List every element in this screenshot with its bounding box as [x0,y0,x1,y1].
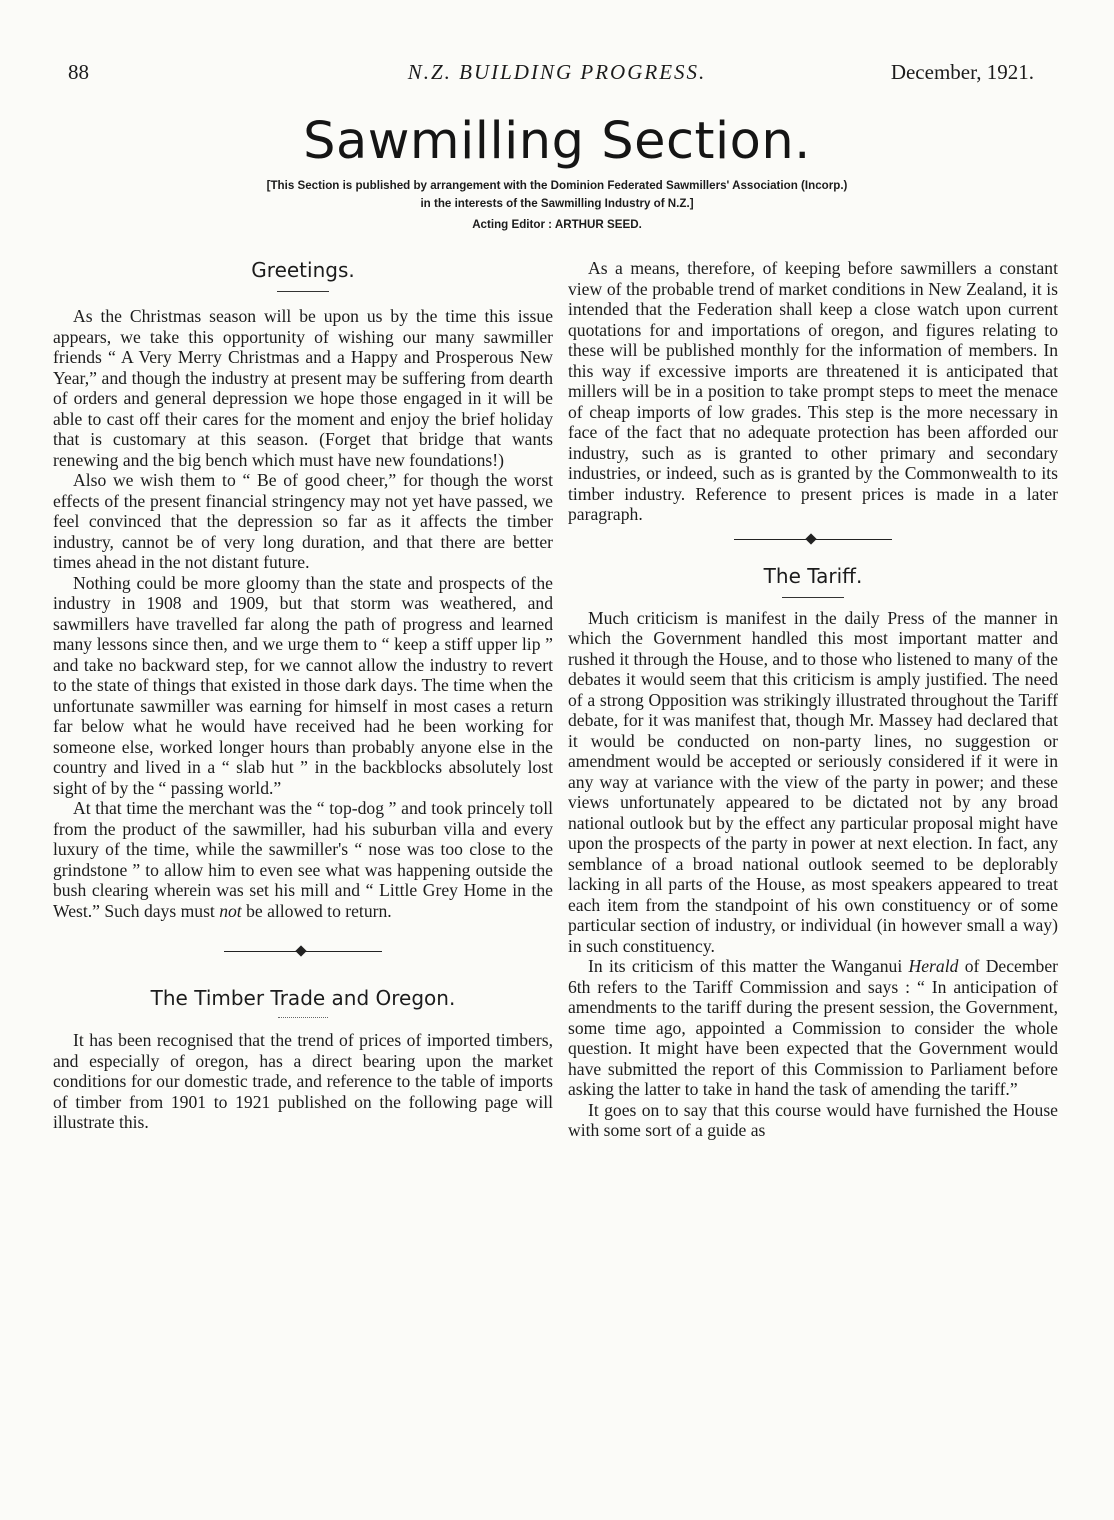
heading-rule [782,597,844,598]
tariff-paragraph-1: Much criticism is manifest in the daily Press of the manner in which the Government handled this most important matter and rushed it through the House, and to those who listened to many of the debates it would seem that this criticism is amply justified. The need of a strong Opposition was strikingly illustrated throughout the Tariff debate, for it was manifest that, though Mr. Massey had declared that it would be conducted on non-party lines, no suggestion or amendment would be accepted or seriously considered if it were in any way at variance with the view of the party in power; and these views unfortunately appeared to be dictated not by any broad national outlook but by the effect any particular proposal might have upon the prospects of the party in power at next election. In fact, any semblance of a broad national outlook seemed to be deplorably lacking in all parts of the House, as most speakers appeared to treat each item from the standpoint of his own constituency or of some particular section of industry, or individual (in however small a way) in such constituency. [568,607,1058,956]
heading-rule [278,1017,328,1018]
tariff-heading: The Tariff. [763,563,863,588]
greetings-paragraph-4-tail-a: Such days must [99,900,220,921]
tariff-paragraph-2-a: In its criticism of this matter the Wanganui [588,956,909,976]
journal-title: N.Z. BUILDING PROGRESS. [407,60,707,84]
greetings-paragraph-2: Also we wish them to “ Be of good cheer,” for though the worst effects of the present financial stringency may not yet have passed, we feel convinced that the depression so far as it affects the timber industry, cannot be of very long duration, and that there are better times ahead in the not distant future. [53,470,553,572]
newspaper-name: Herald [908,956,959,976]
tariff-paragraph-2-b: of December 6th refers to the Tariff Commission and says : “ In anticipation of amendments to the tariff during the present session, the Government, some time ago, appointed a Commission to consider the whole question. It might have been expected that the Government would have submitted the report of this Commission to Parliament before asking the latter to take in hand the task of amending the tariff.” [568,956,1058,1099]
right-column [568,258,1058,1141]
issue-date: December, 1921. [890,60,1034,84]
section-title: Sawmilling Section. [303,112,811,171]
greetings-paragraph-4-tail-b: be allowed to return. [241,900,392,921]
greetings-heading: Greetings. [251,258,355,282]
greetings-paragraph-4-text: At that time the merchant was the “ top-dog ” and took princely toll from the product of the sawmiller, had his suburban villa and every luxury of the time, while the sawmiller's “ nose was too close to the grindstone ” to allow him to even see what was happening outside the bush clearing wherein was set his mill and “ Little Grey Home in the West.” [53,798,553,921]
publication-note-line1: [This Section is published by arrangement with the Dominion Federated Sawmillers' Association (Incorp.) [266,179,848,192]
tariff-paragraph-3: It goes on to say that this course would have furnished the House with some sort of a guide as [568,1099,1058,1140]
section-divider-ornament [734,533,892,547]
greetings-emphasis: not [219,900,242,921]
greetings-paragraph-4 [53,798,553,921]
tariff-paragraph-2 [568,956,1058,1100]
timber-paragraph-2: As a means, therefore, of keeping before sawmillers a constant view of the probable trend of market conditions in New Zealand, it is intended that the Federation shall keep a close watch upon current quotations for and importations of oregon, and figures relating to these will be published monthly for the information of members. In this way if excessive imports are threatened it is anticipated that millers will be in a position to take prompt steps to meet the menace of cheap imports of low grades. This step is the more necessary in face of the fact that no adequate protection has been afforded our industry, such as is granted to other primary and secondary industries, or indeed, such as is granted by the Commonwealth to its timber industry. Reference to present prices is made in a later paragraph. [568,258,1058,524]
heading-rule [277,291,329,292]
publication-note-line2: in the interests of the Sawmilling Industry of N.Z.] [420,197,694,210]
greetings-paragraph-1: As the Christmas season will be upon us by the time this issue appears, we take this opportunity of wishing our many sawmiller friends “ A Very Merry Christmas and a Happy and Prosperous New Year,” and though the industry at present may be suffering from dearth of orders and general depression we hope those engaged in it will be able to cast off their cares for the moment and enjoy the brief holiday that is customary at this season. (Forget that bridge that wants renewing and the big bench which must have new foundations!) [53,306,553,470]
section-divider-ornament [224,945,382,959]
left-column [53,255,553,1133]
greetings-paragraph-3: Nothing could be more gloomy than the state and prospects of the industry in 1908 and 1909, but that storm was weathered, and sawmillers have travelled far along the path of progress and learned many lessons since then, and we urge them to “ keep a stiff upper lip ” and take no backward step, for we cannot allow the industry to revert to the state of things that existed in those dark days. The time when the unfortunate sawmiller was earning for himself in most cases a return far below what he would have received had he been working for someone else, worked longer hours than probably anyone else in the country and lived in a “ slab hut ” in the backblocks absolutely lost sight of by the “ passing world.” [53,572,553,798]
page-number: 88 [68,60,89,84]
timber-paragraph-1: It has been recognised that the trend of prices of imported timbers, and especially of oregon, has a direct bearing upon the market conditions for our domestic trade, and reference to the table of imports of timber from 1901 to 1921 published on the following page will illustrate this. [53,1030,553,1132]
acting-editor: Acting Editor : ARTHUR SEED. [472,218,642,231]
timber-heading: The Timber Trade and Oregon. [150,986,456,1010]
